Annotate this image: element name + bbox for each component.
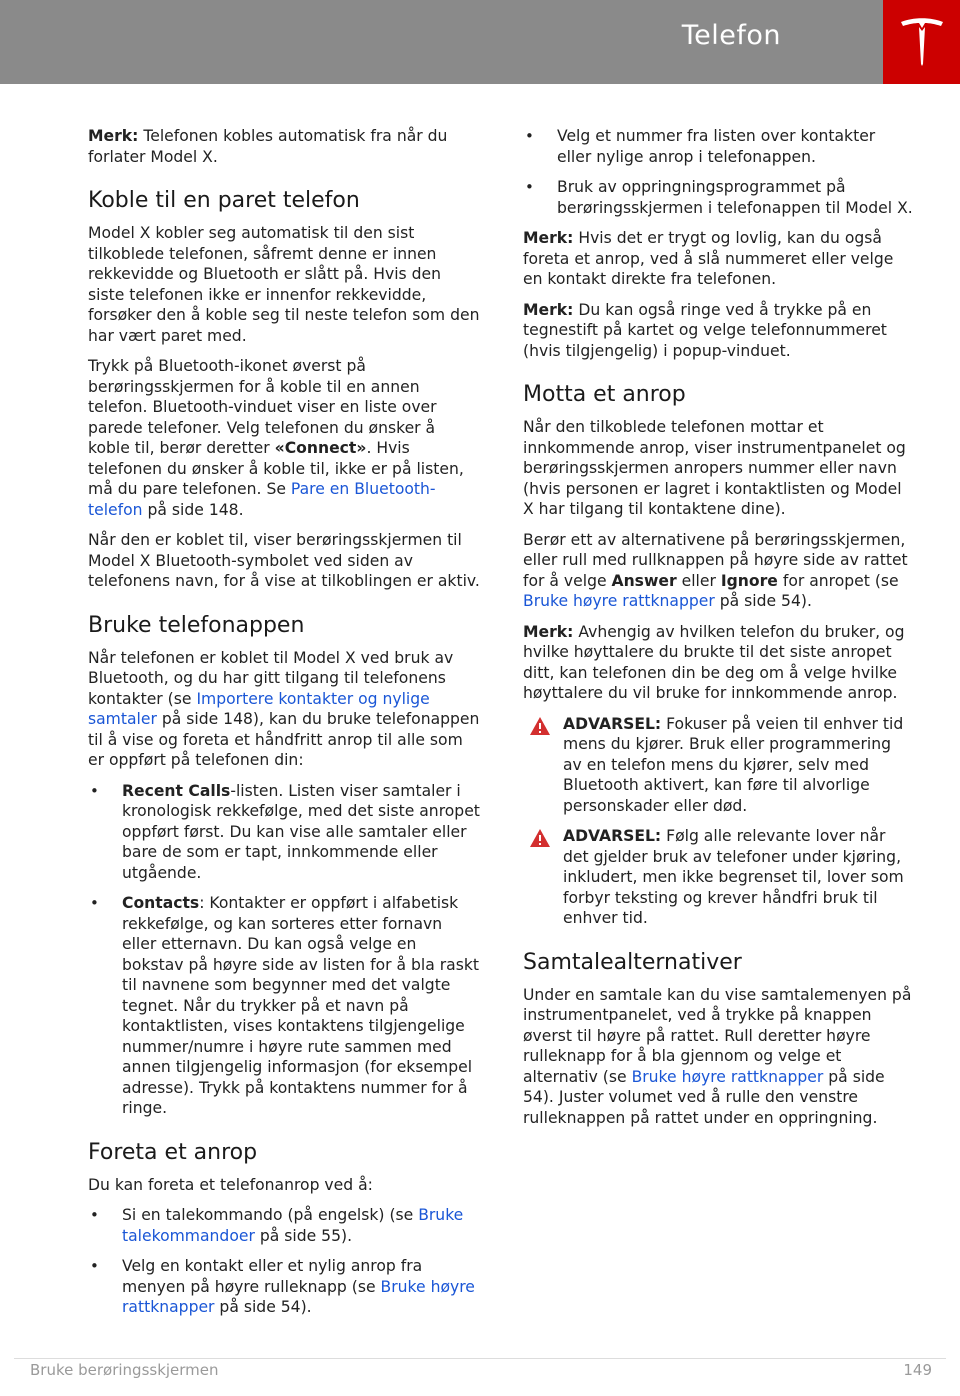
warning-triangle-icon [529, 716, 551, 736]
link-voice-commands[interactable]: Bruke talekommandoer [122, 1206, 464, 1245]
paragraph-call-options: Under en samtale kan du vise samtalemenyen på instrumentpanelet, ved å trykke på knappen øverst til høyre på rattet. Rull deretter høyre rulleknapp for å bla gjennom og velge et alternativ (se Bruke høyre rattknapper på side 54). Juster volumet ved å rulle den venstre rulleknappen på rattet under en oppringning. [523, 985, 912, 1127]
paragraph-answer-ignore: Berør ett av alternativene på berøringsskjermen, eller rull med rullknappen på høyre side av rattet for å velge Answer eller Ignore for anropet (se Bruke høyre rattknapper på side 54). [523, 530, 908, 610]
link-pair-bluetooth-phone[interactable]: Pare en Bluetooth-telefon [88, 480, 436, 519]
heading-receive-call: Motta et anrop [523, 382, 686, 407]
link-right-scroll-buttons[interactable]: Bruke høyre rattknapper [631, 1067, 824, 1086]
list-item-contacts: • Contacts: Kontakter er oppført i alfabetisk rekkefølge, og kan sorteres etter fornavn eller etternavn. Du kan også velge en bokstav på høyre side av listen for å bla raskt til navnene som begynner med det valgte tegnet. Når du trykker på et navn på kontaktlisten, vises kontaktens tilgjengelige nummer/numre i høyre rute sammen med annen tilgjengelig informasjon (for eksempel adresse). Trykk på kontaktens nummer for å ringe. [88, 893, 480, 1119]
ignore-term: Ignore [720, 571, 778, 590]
paragraph-phone-app: Når telefonen er koblet til Model X ved bruk av Bluetooth, og du har gitt tilgang til telefonens kontakter (se Importere kontakter og nylige samtaler på side 148), kan du bruke telefonappen til å vise og foreta et håndfritt anrop til alle som er oppført på telefonen din: [88, 648, 480, 769]
warning-focus-road: ADVARSEL: Fokuser på veien til enhver tid mens du kjører. Bruk eller programmering av en telefon mens du kjører, selv med Bluetooth aktivert, kan føre til alvorlige personskader eller død. [523, 714, 913, 817]
note-auto-disconnect: Merk: Telefonen kobles automatisk fra når du forlater Model X. [88, 127, 448, 166]
list-item-voice-command: • Si en talekommando (på engelsk) (se Bruke talekommandoer på side 55). [88, 1205, 480, 1246]
link-right-scroll-buttons[interactable]: Bruke høyre rattknapper [122, 1277, 475, 1316]
link-import-contacts[interactable]: Importere kontakter og nylige samtaler [88, 689, 430, 728]
paragraph-make-call: Du kan foreta et telefonanrop ved å: [88, 1175, 373, 1194]
warning-triangle-icon [529, 828, 551, 848]
list-item-recent-calls: • Recent Calls-listen. Listen viser samtaler i kronologisk rekkefølge, med det siste anropet oppført først. Du kan vise alle samtaler eller bare de som er tapt, innkommende eller utgående. [88, 781, 480, 884]
note-map-pin: Merk: Du kan også ringe ved å trykke på en tegnestift på kartet og velge telefonnummeret (hvis tilgjengelig) i popup-vinduet. [523, 300, 887, 360]
header-bar [0, 0, 883, 84]
list-item-select-contact: • Velg en kontakt eller et nylig anrop fra menyen på høyre rulleknapp (se Bruke høyre rattknapper på side 54). [88, 1256, 480, 1318]
phone-app-list [88, 781, 480, 1119]
make-call-list [88, 1205, 480, 1318]
footer-divider [14, 1358, 946, 1359]
paragraph-auto-connect: Model X kobler seg automatisk til den sist tilkoblede telefonen, såfremt denne er innen rekkevidde og Bluetooth er slått på. Hvis den siste telefonen ikke er innenfor rekkevidde, forsøker den å koble seg til neste telefon som den har vært paret med. [88, 224, 480, 345]
footer-section-title: Bruke berøringsskjermen [30, 1361, 219, 1379]
left-column [88, 126, 480, 1328]
heading-phone-app: Bruke telefonappen [88, 612, 305, 638]
paragraph-connected-symbol: Når den er koblet til, viser berøringsskjermen til Model X Bluetooth-symbolet ved siden av telefonens navn, for å vise at tilkoblingen er aktiv. [88, 531, 480, 590]
heading-pair-phone: Koble til en paret telefon [88, 188, 360, 213]
note-speakers: Merk: Avhengig av hvilken telefon du bruker, og hvilke høyttalere du brukte til det siste anropet ditt, kan telefonen din be deg om å velge hvilke høyttalere du vil bruke for innkommende anrop. [523, 622, 905, 702]
connect-term: «Connect» [274, 439, 367, 457]
make-call-list-continued [523, 126, 913, 218]
paragraph-connect-other: Trykk på Bluetooth-ikonet øverst på berøringsskjermen for å koble til en annen telefon. Bluetooth-vinduet viser en liste over parede telefoner. Velg telefonen du ønsker å koble til, berør deretter «Connect». Hvis telefonen du ønsker å koble til, ikke er på listen, må du pare telefonen. Se Pare en Bluetooth-telefon på side 148. [88, 357, 464, 519]
note-label: Merk: [88, 127, 139, 145]
heading-call-options: Samtalealternativer [523, 949, 742, 975]
list-item-dialer: • Bruk av oppringningsprogrammet på berøringsskjermen i telefonappen til Model X. [523, 177, 913, 218]
link-right-scroll-buttons[interactable]: Bruke høyre rattknapper [523, 592, 715, 610]
paragraph-incoming-call: Når den tilkoblede telefonen mottar et innkommende anrop, viser instrumentpanelet og berøringsskjermen anropers nummer eller navn (hvis personen er lagret i kontaktlisten og Model X har tilgang til kontaktene dine). [523, 418, 906, 518]
answer-term: Answer [611, 571, 677, 590]
warning-follow-laws: ADVARSEL: Følg alle relevante lover når det gjelder bruk av telefoner under kjøring, inkludert, men ikke begrenset til, lover som forbyr teksting og krever håndfri bruk til enhver tid. [523, 826, 913, 929]
footer-page-number: 149 [903, 1361, 932, 1379]
tesla-logo-icon [899, 16, 945, 68]
brand-logo-box [883, 0, 960, 84]
list-item-select-number: • Velg et nummer fra listen over kontakter eller nylige anrop i telefonappen. [523, 126, 913, 167]
page-title: Telefon [681, 20, 781, 51]
heading-make-call: Foreta et anrop [88, 1139, 258, 1165]
right-column [523, 126, 913, 1138]
note-dial-from-phone: Merk: Hvis det er trygt og lovlig, kan du også foreta et anrop, ved å slå nummeret eller velge en kontakt direkte fra telefonen. [523, 229, 894, 288]
